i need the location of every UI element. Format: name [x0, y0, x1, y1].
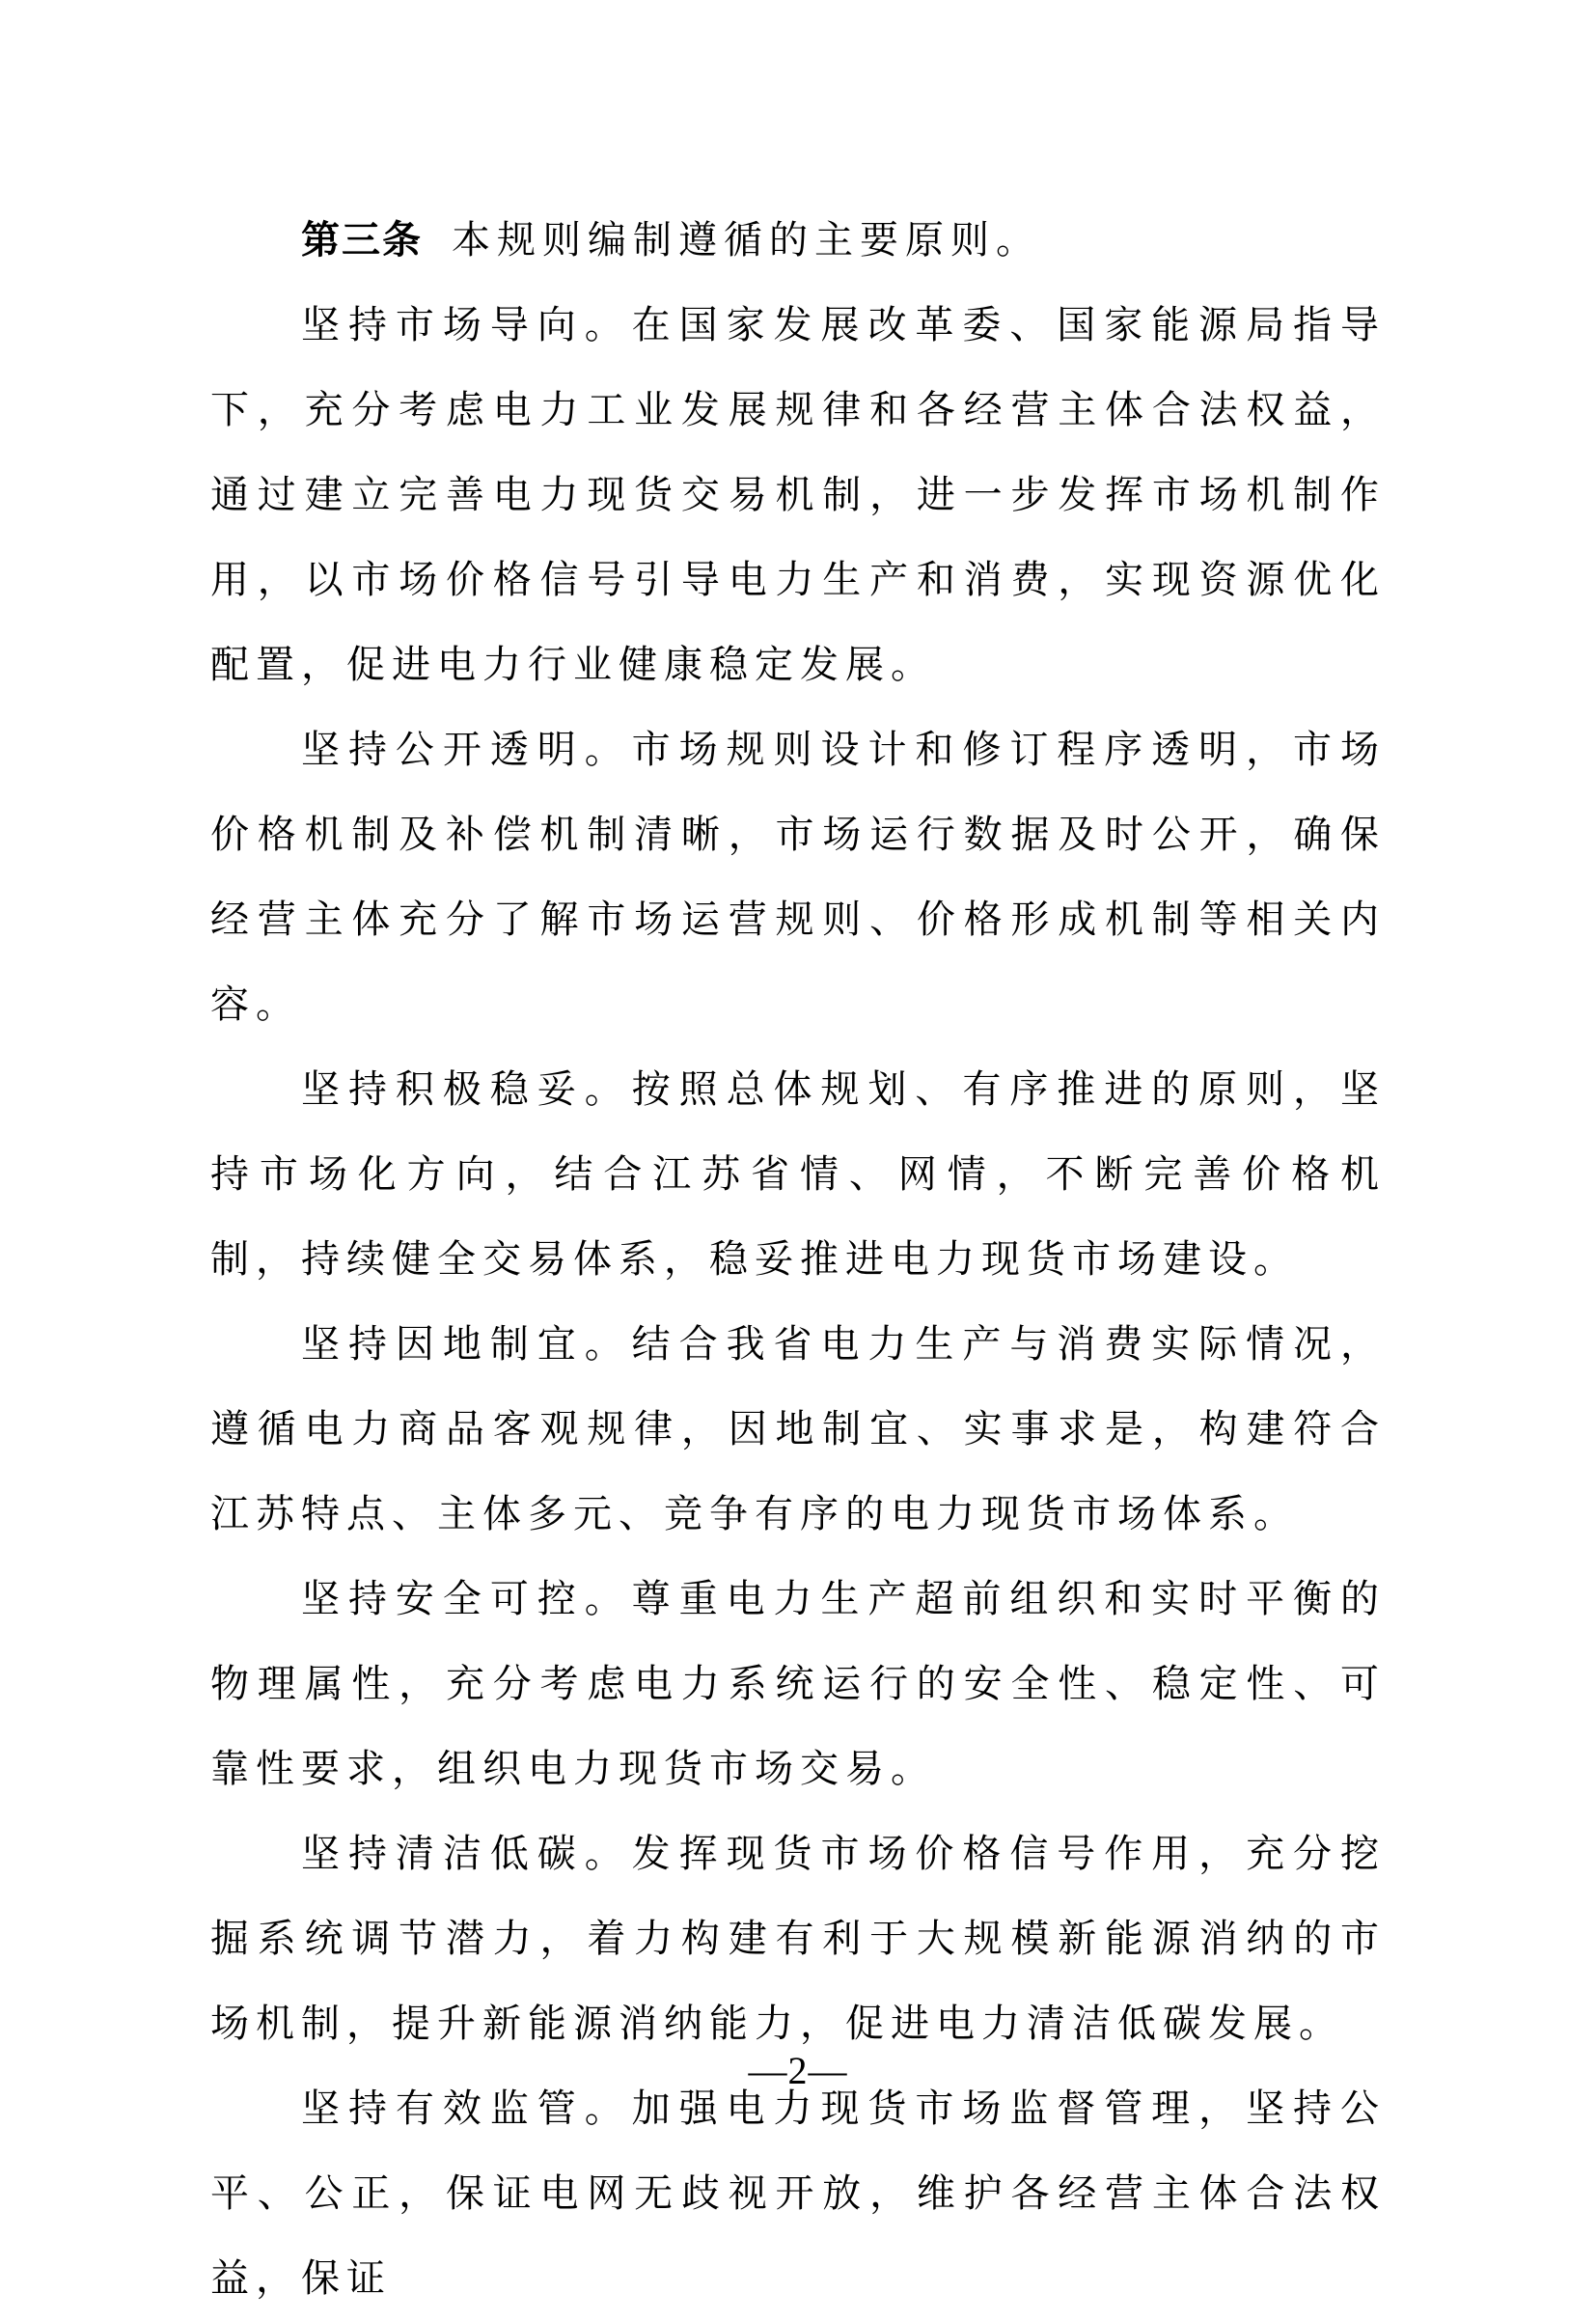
article-label: 第三条: [301, 218, 423, 262]
paragraph-clean-low-carbon: 坚持清洁低碳。发挥现货市场价格信号作用，充分挖掘系统调节潜力，着力构建有利于大规模新能源消纳的市场机制，提升新能源消纳能力，促进电力清洁低碳发展。: [210, 1832, 1386, 2046]
document-body: [210, 198, 1386, 2321]
paragraph-market-orientation: 坚持市场导向。在国家发展改革委、国家能源局指导下，充分考虑电力工业发展规律和各经营主体合法权益，通过建立完善电力现货交易机制，进一步发挥市场机制作用，以市场价格信号引导电力生产和消费，实现资源优化配置，促进电力行业健康稳定发展。: [210, 303, 1386, 687]
paragraph-effective-supervision: 坚持有效监管。加强电力现货市场监督管理，坚持公平、公正，保证电网无歧视开放，维护各经营主体合法权益，保证: [210, 2086, 1386, 2301]
paragraph-local-conditions: 坚持因地制宜。结合我省电力生产与消费实际情况，遵循电力商品客观规律，因地制宜、实事求是，构建符合江苏特点、主体多元、竞争有序的电力现货市场体系。: [210, 1322, 1386, 1536]
paragraph-safety-control: 坚持安全可控。尊重电力生产超前组织和实时平衡的物理属性，充分考虑电力系统运行的安全性、稳定性、可靠性要求，组织电力现货市场交易。: [210, 1577, 1386, 1791]
page-number: —2—: [748, 2049, 848, 2092]
paragraph-steady-progress: 坚持积极稳妥。按照总体规划、有序推进的原则，坚持市场化方向，结合江苏省情、网情，不断完善价格机制，持续健全交易体系，稳妥推进电力现货市场建设。: [210, 1067, 1386, 1282]
article-heading-text: 本规则编制遵循的主要原则。: [452, 218, 1041, 262]
paragraph-openness-transparency: 坚持公开透明。市场规则设计和修订程序透明，市场价格机制及补偿机制清晰，市场运行数据及时公开，确保经营主体充分了解市场运营规则、价格形成机制等相关内容。: [210, 728, 1386, 1027]
article-heading-paragraph: [210, 198, 1386, 283]
